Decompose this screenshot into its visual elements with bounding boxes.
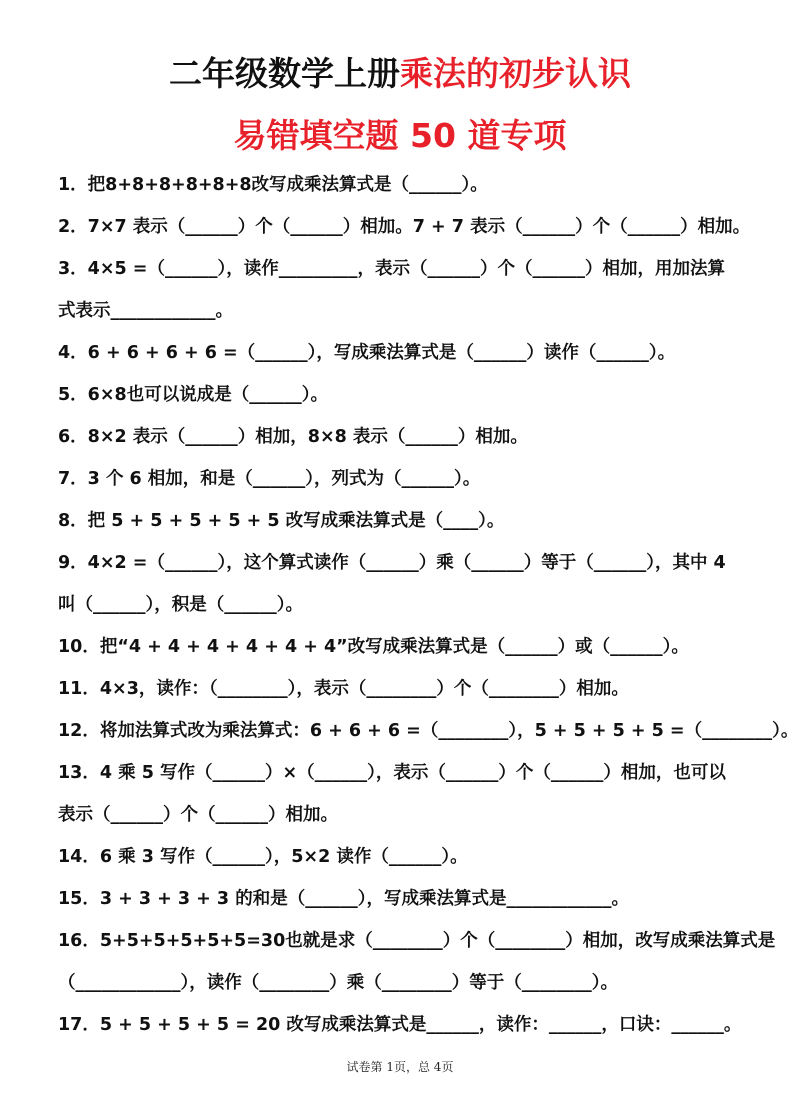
question-line: 15．3 + 3 + 3 + 3 的和是（______），写成乘法算式是____________。	[58, 889, 629, 909]
question-line: 13．4 乘 5 写作（______）×（______），表示（______）个（______）相加，也可以	[58, 763, 726, 783]
question-line: 4．6 + 6 + 6 + 6 =（______），写成乘法算式是（______）读作（______）。	[58, 343, 676, 363]
question-line: 6．8×2 表示（______）相加，8×8 表示（______）相加。	[58, 427, 528, 447]
question-line: 表示（______）个（______）相加。	[58, 805, 338, 825]
question-line: （____________），读作（________）乘（________）等于（________）。	[58, 973, 618, 993]
title-red-part: 乘法的初步认识	[400, 54, 631, 93]
question-line: 11．4×3，读作：（________），表示（________）个（________）相加。	[58, 679, 629, 699]
question-line: 10．把“4 + 4 + 4 + 4 + 4 + 4”改写成乘法算式是（______）或（______）。	[58, 637, 689, 657]
question-line: 16．5+5+5+5+5+5=30也就是求（________）个（________）相加，改写成乘法算式是	[58, 931, 776, 951]
question-line: 2．7×7 表示（______）个（______）相加。7 + 7 表示（______）个（______）相加。	[58, 217, 751, 237]
question-line: 5．6×8也可以说成是（______）。	[58, 385, 328, 405]
question-line: 14．6 乘 3 写作（______），5×2 读作（______）。	[58, 847, 468, 867]
title-black-part: 二年级数学上册	[169, 54, 400, 93]
question-line: 叫（______），积是（______）。	[58, 595, 303, 615]
question-line: 12．将加法算式改为乘法算式：6 + 6 + 6 =（________），5 + 5 + 5 + 5 =（________）。	[58, 721, 799, 741]
page-footer: 试卷第 1页，总 4页	[346, 1060, 454, 1074]
question-line: 17．5 + 5 + 5 + 5 = 20 改写成乘法算式是______，读作：______，口诀：______。	[58, 1015, 742, 1035]
question-line: 3．4×5 =（______），读作_________，表示（______）个（______）相加，用加法算	[58, 259, 725, 279]
question-list	[58, 164, 799, 1046]
question-line: 7．3 个 6 相加，和是（______），列式为（______）。	[58, 469, 481, 489]
question-line: 1．把8+8+8+8+8+8改写成乘法算式是（______）。	[58, 175, 488, 195]
page-title	[0, 48, 800, 95]
question-line: 式表示____________。	[58, 301, 233, 321]
question-line: 9．4×2 =（______），这个算式读作（______）乘（______）等于（______），其中 4	[58, 553, 726, 573]
question-line: 8．把 5 + 5 + 5 + 5 + 5 改写成乘法算式是（____）。	[58, 511, 505, 531]
page-subtitle: 易错填空题 50 道专项	[233, 116, 567, 155]
